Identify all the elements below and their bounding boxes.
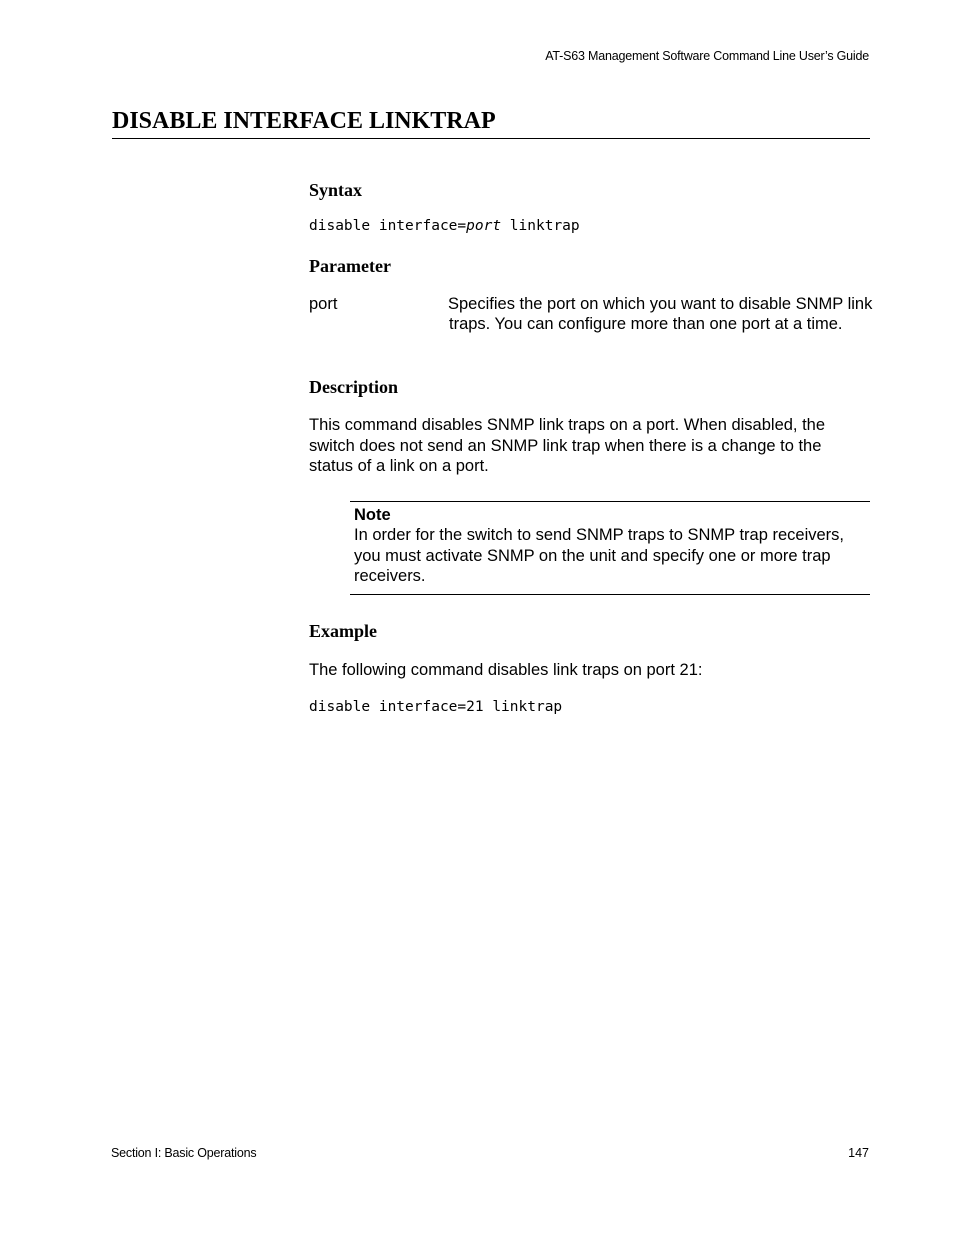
description-heading: Description [309, 377, 398, 397]
syntax-heading: Syntax [309, 180, 363, 200]
syntax-code-prefix: disable interface= [309, 218, 467, 234]
syntax-code-suffix: linktrap [501, 218, 580, 234]
syntax-code [309, 216, 580, 236]
example-text: The following command disables link traps on port 21: [309, 661, 703, 679]
parameter-description: Specifies the port on which you want to disable SNMP link traps. You can configure more than one port at a time. [448, 295, 873, 334]
footer-page-number: 147 [848, 1146, 869, 1160]
parameter-name: port [309, 295, 338, 313]
footer-section: Section I: Basic Operations [111, 1146, 257, 1160]
note-box [350, 501, 870, 595]
parameter-heading: Parameter [309, 256, 391, 276]
note-title: Note [354, 506, 391, 524]
note-text: In order for the switch to send SNMP traps to SNMP trap receivers, you must activate SNMP on the unit and specify one or more trap receivers. [354, 526, 845, 586]
example-code: disable interface=21 linktrap [309, 699, 563, 715]
page-title: DISABLE INTERFACE LINKTRAP [112, 106, 870, 139]
syntax-code-variable: port [466, 218, 502, 234]
running-header: AT-S63 Management Software Command Line User’s Guide [545, 49, 869, 63]
example-heading: Example [309, 621, 378, 641]
description-text: This command disables SNMP link traps on a port. When disabled, the switch does not send an SNMP link trap when there is a change to the status of a link on a port. [309, 416, 826, 476]
